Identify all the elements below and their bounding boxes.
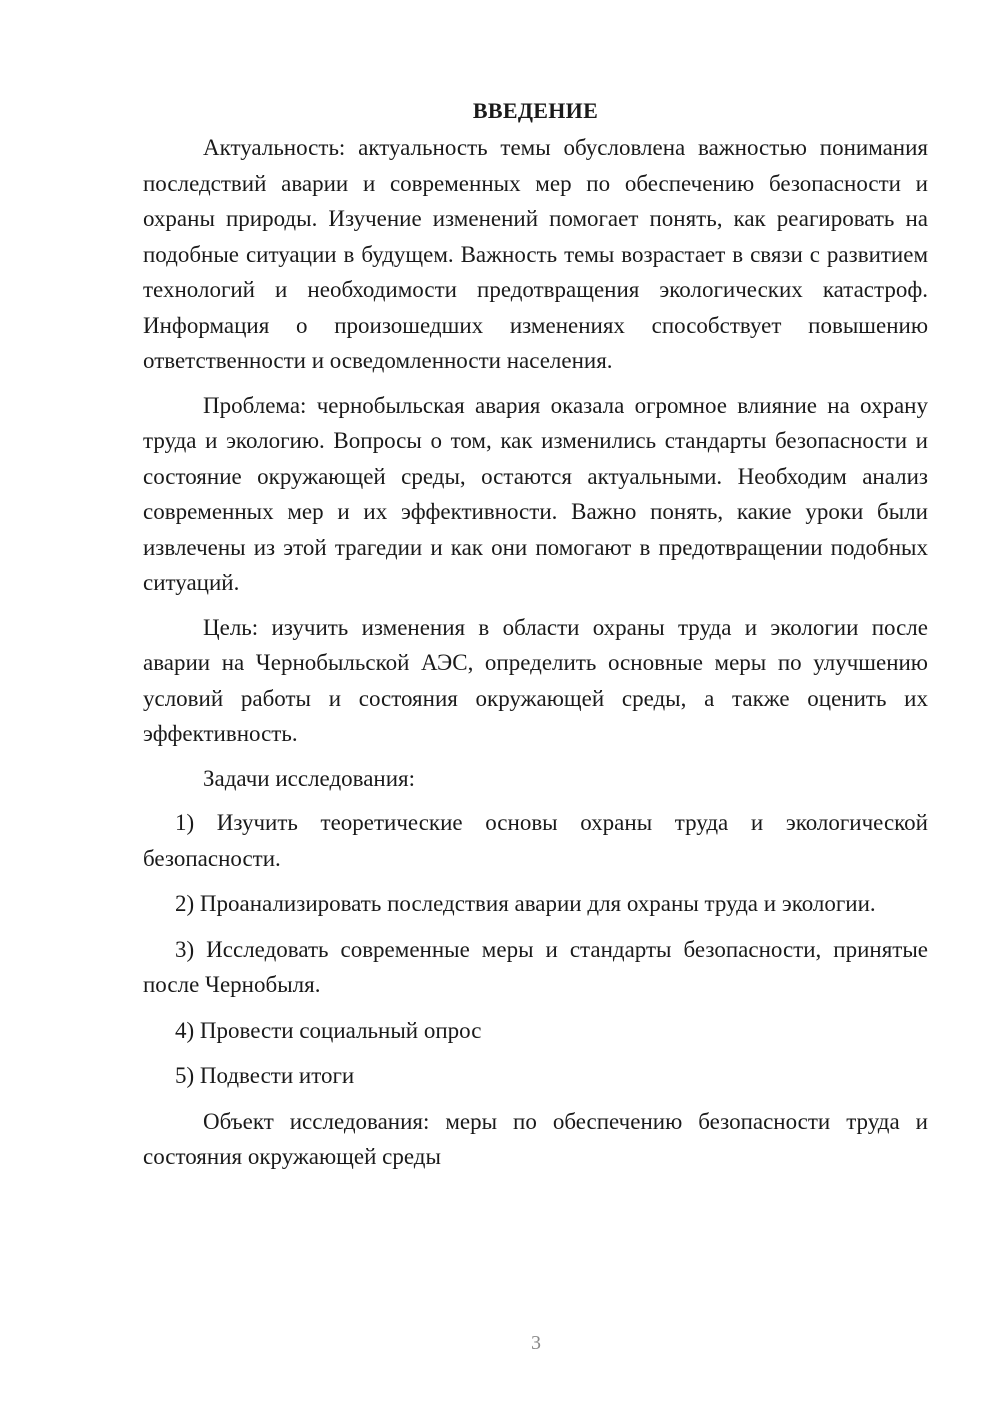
paragraph-goal: Цель: изучить изменения в области охраны труда и экологии после аварии на Чернобыльской АЭС, определить основные меры по улучшению условий работы и состояния окружающей среды, а также оценить их эффективность. (143, 614, 928, 746)
paragraph-problem: Проблема: чернобыльская авария оказала огромное влияние на охрану труда и экологию. Вопросы о том, как изменились стандарты безопасности и состояние окружающей среды, остаются актуальными. Необходим анализ современных мер и их эффективности. Важно понять, какие уроки были извлечены из этой трагедии и как они помогают в предотвращении подобных ситуаций. (143, 392, 928, 595)
paragraph-object: Объект исследования: меры по обеспечению безопасности труда и состояния окружающей среды (143, 1108, 928, 1169)
tasks-list (143, 805, 928, 1094)
list-item-task-2: 2) Проанализировать последствия аварии для охраны труда и экологии. (175, 891, 876, 916)
tasks-label: Задачи исследования: (203, 765, 416, 791)
paragraph-relevance: Актуальность: актуальность темы обусловлена важностью понимания последствий аварии и современных мер по обеспечению безопасности и охраны природы. Изучение изменений помогает понять, как реагировать на подобные ситуации в будущем. Важность темы возрастает в связи с развитием технологий и необходимости предотвращения экологических катастроф. Информация о произошедших изменениях способствует повышению ответственности и осведомленности населения. (143, 135, 928, 373)
document-body (143, 96, 928, 1184)
page-number: 3 (531, 1332, 541, 1354)
list-item-task-1: 1) Изучить теоретические основы охраны труда и экологической безопасности. (143, 810, 928, 871)
section-heading: ВВЕДЕНИЕ (472, 98, 599, 123)
list-item-task-3: 3) Исследовать современные меры и стандарты безопасности, принятые после Чернобыля. (143, 936, 928, 997)
list-item-task-5: 5) Подвести итоги (175, 1063, 355, 1088)
list-item-task-4: 4) Провести социальный опрос (175, 1017, 482, 1043)
